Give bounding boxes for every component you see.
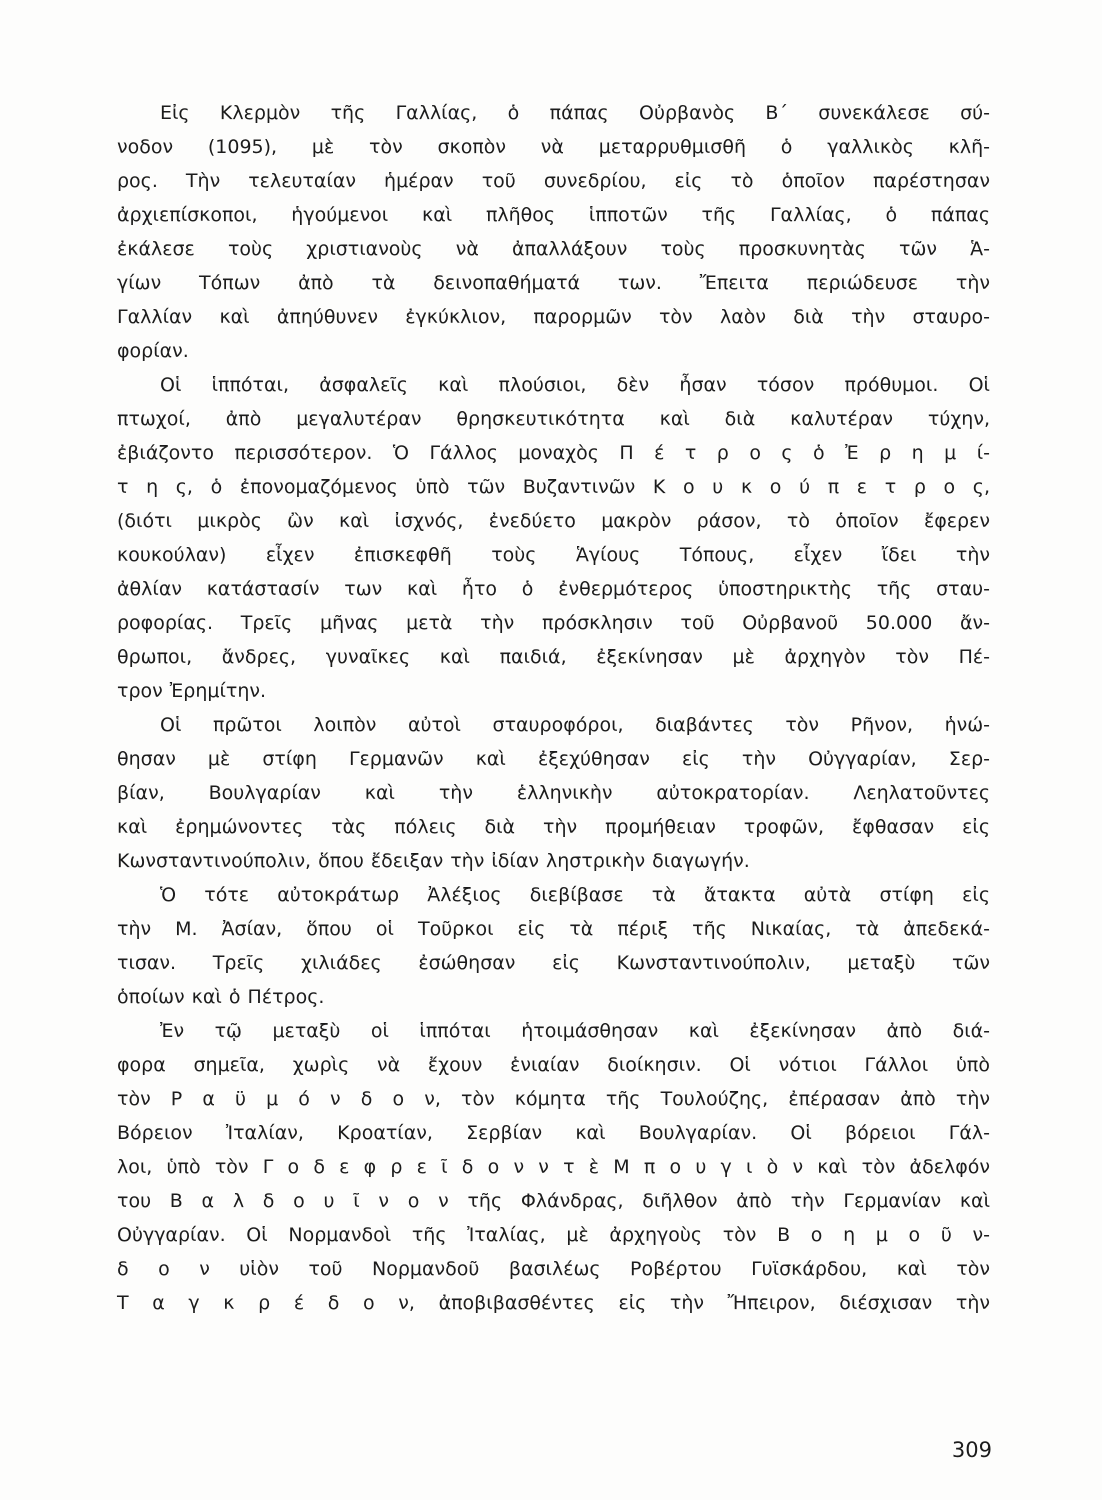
text-line: λοι, ὑπὸ τὸν Γ ο δ ε φ ρ ε ῖ δ ο ν ν τ ὲ Μ π ο υ γ ι ὸ ν καὶ τὸν ἀδελφόν xyxy=(117,1156,990,1178)
text-line: βίαν, Βουλγαρίαν καὶ τὴν ἑλληνικὴν αὐτοκρατορίαν. Λεηλατοῦντες xyxy=(117,782,990,804)
text-line: (διότι μικρὸς ὢν καὶ ἰσχνός, ἐνεδύετο μακρὸν ράσον, τὸ ὁποῖον ἔφερεν xyxy=(117,510,990,532)
text-line: του Β α λ δ ο υ ῖ ν ο ν τῆς Φλάνδρας, διῆλθον ἀπὸ τὴν Γερμανίαν καὶ xyxy=(117,1190,990,1212)
text-line: νοδον (1095), μὲ τὸν σκοπὸν νὰ μεταρρυθμισθῆ ὁ γαλλικὸς κλῆ- xyxy=(117,136,990,158)
text-line: Οἱ πρῶτοι λοιπὸν αὐτοὶ σταυροφόροι, διαβάντες τὸν Ρῆνον, ἡνώ- xyxy=(160,714,990,736)
text-line: τισαν. Τρεῖς χιλιάδες ἐσώθησαν εἰς Κωνσταντινούπολιν, μεταξὺ τῶν xyxy=(117,952,990,974)
text-line: Βόρειον Ἰταλίαν, Κροατίαν, Σερβίαν καὶ Βουλγαρίαν. Οἱ βόρειοι Γάλ- xyxy=(117,1122,990,1144)
text-line: Ἐν τῷ μεταξὺ οἱ ἱππόται ἡτοιμάσθησαν καὶ ἐξεκίνησαν ἀπὸ διά- xyxy=(160,1020,990,1042)
text-line: ἀρχιεπίσκοποι, ἡγούμενοι καὶ πλῆθος ἱπποτῶν τῆς Γαλλίας, ὁ πάπας xyxy=(117,204,990,226)
text-line: καὶ ἐρημώνοντες τὰς πόλεις διὰ τὴν προμήθειαν τροφῶν, ἔφθασαν εἰς xyxy=(117,816,990,838)
text-line: τὸν Ρ α ϋ μ ό ν δ ο ν, τὸν κόμητα τῆς Τουλούζης, ἐπέρασαν ἀπὸ τὴν xyxy=(117,1088,990,1110)
body-text xyxy=(117,96,990,1320)
text-line: κουκούλαν) εἶχεν ἐπισκεφθῆ τοὺς Ἁγίους Τόπους, εἶχεν ἴδει τὴν xyxy=(117,544,990,566)
text-line: δ ο ν υἱὸν τοῦ Νορμανδοῦ βασιλέως Ροβέρτου Γυϊσκάρδου, καὶ τὸν xyxy=(117,1258,990,1280)
text-line: Οὐγγαρίαν. Οἱ Νορμανδοὶ τῆς Ἰταλίας, μὲ ἀρχηγοὺς τὸν Β ο η μ ο ῦ ν- xyxy=(117,1224,990,1246)
text-line: ἐβιάζοντο περισσότερον. Ὁ Γάλλος μοναχὸς Π έ τ ρ ο ς ὁ Ἐ ρ η μ ί- xyxy=(117,442,990,464)
page-number: 309 xyxy=(951,1438,992,1462)
text-line: Κωνσταντινούπολιν, ὅπου ἔδειξαν τὴν ἰδίαν ληστρικὴν διαγωγήν. xyxy=(117,850,750,872)
text-line: Ὁ τότε αὐτοκράτωρ Ἀλέξιος διεβίβασε τὰ ἄτακτα αὐτὰ στίφη εἰς xyxy=(160,884,990,906)
text-line: ροφορίας. Τρεῖς μῆνας μετὰ τὴν πρόσκλησιν τοῦ Οὐρβανοῦ 50.000 ἄν- xyxy=(117,612,990,634)
text-line: Γαλλίαν καὶ ἀπηύθυνεν ἐγκύκλιον, παρορμῶν τὸν λαὸν διὰ τὴν σταυρο- xyxy=(117,306,990,328)
text-line: ὁποίων καὶ ὁ Πέτρος. xyxy=(117,986,325,1008)
text-line: πτωχοί, ἀπὸ μεγαλυτέραν θρησκευτικότητα καὶ διὰ καλυτέραν τύχην, xyxy=(117,408,990,430)
text-line: Οἱ ἱππόται, ἀσφαλεῖς καὶ πλούσιοι, δὲν ἦσαν τόσον πρόθυμοι. Οἱ xyxy=(160,374,990,396)
text-line: Εἰς Κλερμὸν τῆς Γαλλίας, ὁ πάπας Οὐρβανὸς Β΄ συνεκάλεσε σύ- xyxy=(160,102,990,124)
text-line: θρωποι, ἄνδρες, γυναῖκες καὶ παιδιά, ἐξεκίνησαν μὲ ἀρχηγὸν τὸν Πέ- xyxy=(117,646,990,668)
text-line: ἀθλίαν κατάστασίν των καὶ ἦτο ὁ ἐνθερμότερος ὑποστηρικτὴς τῆς σταυ- xyxy=(117,578,990,600)
text-line: ἐκάλεσε τοὺς χριστιανοὺς νὰ ἀπαλλάξουν τοὺς προσκυνητὰς τῶν Ἁ- xyxy=(117,238,990,260)
text-line: τὴν Μ. Ἀσίαν, ὅπου οἱ Τοῦρκοι εἰς τὰ πέριξ τῆς Νικαίας, τὰ ἀπεδεκά- xyxy=(117,918,990,940)
text-line: τ η ς, ὁ ἐπονομαζόμενος ὑπὸ τῶν Βυζαντινῶν Κ ο υ κ ο ύ π ε τ ρ ο ς, xyxy=(117,476,990,498)
text-line: φορίαν. xyxy=(117,340,189,362)
text-line: Τ α γ κ ρ έ δ ο ν, ἀποβιβασθέντες εἰς τὴν Ἤπειρον, διέσχισαν τὴν xyxy=(117,1292,990,1314)
text-line: γίων Τόπων ἀπὸ τὰ δεινοπαθήματά των. Ἔπειτα περιώδευσε τὴν xyxy=(117,272,990,294)
text-line: φορα σημεῖα, χωρὶς νὰ ἔχουν ἑνιαίαν διοίκησιν. Οἱ νότιοι Γάλλοι ὑπὸ xyxy=(117,1054,990,1076)
text-line: θησαν μὲ στίφη Γερμανῶν καὶ ἐξεχύθησαν εἰς τὴν Οὐγγαρίαν, Σερ- xyxy=(117,748,990,770)
text-line: τρον Ἐρημίτην. xyxy=(117,680,267,702)
text-line: ρος. Τὴν τελευταίαν ἡμέραν τοῦ συνεδρίου, εἰς τὸ ὁποῖον παρέστησαν xyxy=(117,170,990,192)
